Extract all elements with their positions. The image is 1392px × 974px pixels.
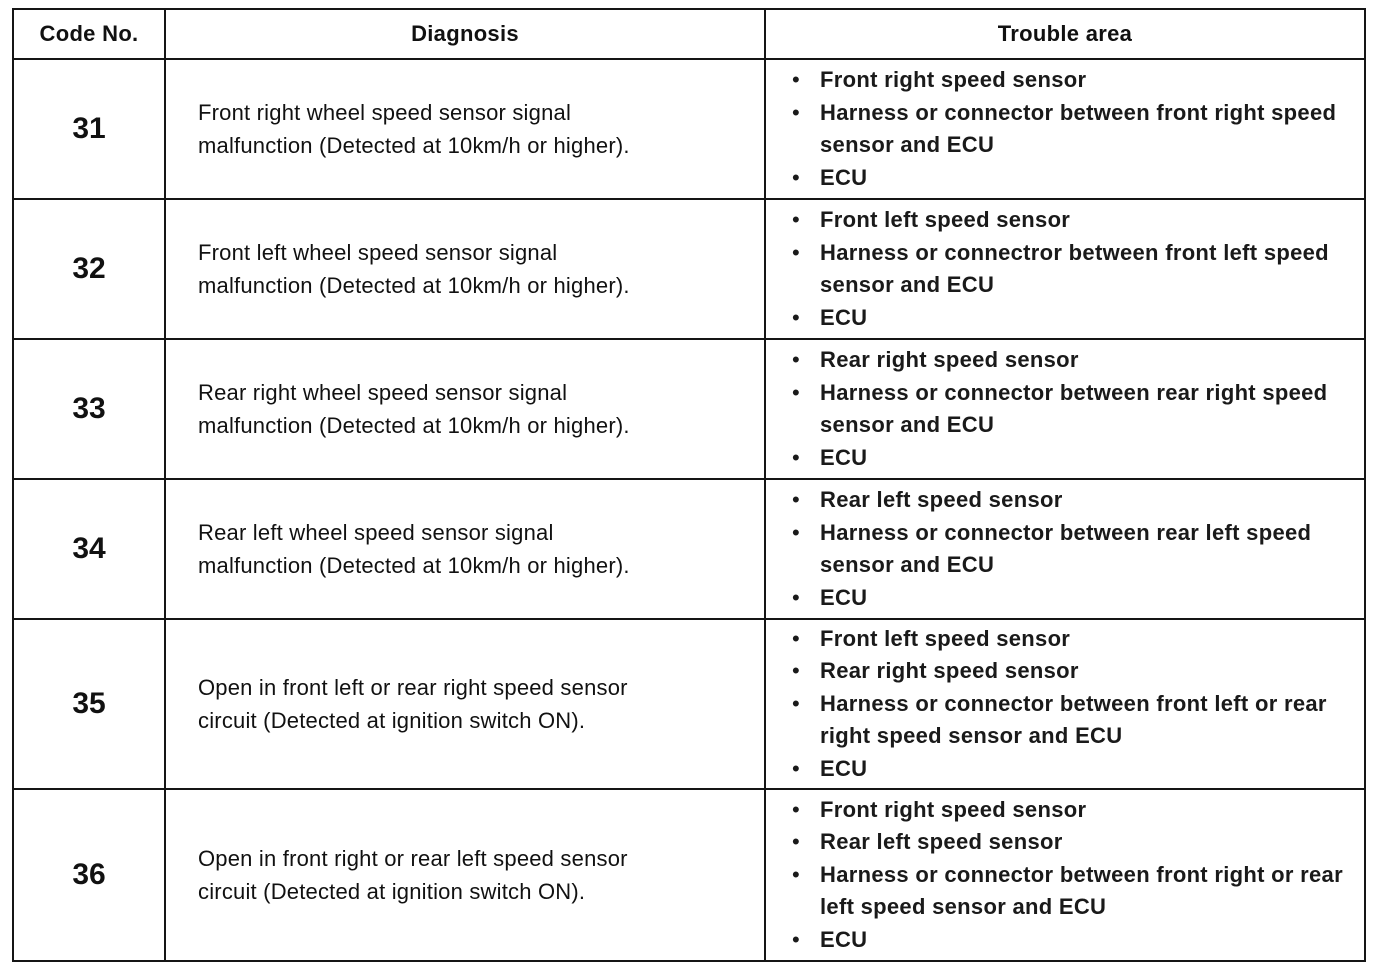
bullet-icon: • xyxy=(792,304,801,330)
diagnosis-text: Front left wheel speed sensor signal xyxy=(198,240,558,265)
table-row xyxy=(13,339,1365,479)
trouble-area-item: • Harness or connector between front left or rear right speed sensor and ECU xyxy=(790,688,1354,753)
code-number: 32 xyxy=(13,199,165,339)
code-number: 35 xyxy=(13,619,165,789)
trouble-area-list xyxy=(790,794,1354,957)
trouble-area-list xyxy=(790,204,1354,334)
table-row xyxy=(13,479,1365,619)
trouble-area-item: • Front left speed sensor xyxy=(790,204,1354,237)
bullet-icon: • xyxy=(792,861,801,887)
diagnosis-text: Front right wheel speed sensor signal xyxy=(198,100,572,125)
bullet-icon: • xyxy=(792,164,801,190)
diagnosis-text: Rear left wheel speed sensor signal xyxy=(198,520,554,545)
trouble-area-item: • Harness or connectror between front left speed sensor and ECU xyxy=(790,237,1354,302)
diagnosis-text: circuit (Detected at ignition switch ON). xyxy=(198,708,586,733)
code-number: 33 xyxy=(13,339,165,479)
bullet-icon: • xyxy=(792,926,801,952)
trouble-area-item: • ECU xyxy=(790,582,1354,615)
bullet-icon: • xyxy=(792,99,801,125)
trouble-area-item: • ECU xyxy=(790,302,1354,335)
trouble-area-item: • Harness or connector between front right or rear left speed sensor and ECU xyxy=(790,859,1354,924)
bullet-icon: • xyxy=(792,829,801,855)
diagnosis-cell xyxy=(165,59,765,199)
bullet-icon: • xyxy=(792,239,801,265)
bullet-icon: • xyxy=(792,487,801,512)
trouble-area-cell xyxy=(765,199,1365,339)
trouble-area-item: • ECU xyxy=(790,442,1354,475)
trouble-area-list xyxy=(790,484,1354,614)
diagnosis-cell xyxy=(165,479,765,619)
table-row xyxy=(13,619,1365,789)
diagnosis-text: circuit (Detected at ignition switch ON). xyxy=(198,879,586,904)
trouble-area-item: • Rear left speed sensor xyxy=(790,826,1354,859)
bullet-icon: • xyxy=(792,519,801,545)
trouble-area-item: • ECU xyxy=(790,162,1354,195)
bullet-icon: • xyxy=(792,658,801,684)
diagnosis-text: Open in front left or rear right speed sensor xyxy=(198,675,628,700)
trouble-area-item: • Harness or connector between rear right speed sensor and ECU xyxy=(790,377,1354,442)
diagnosis-text: Open in front right or rear left speed sensor xyxy=(198,846,628,871)
bullet-icon: • xyxy=(792,67,801,92)
trouble-area-item: • Harness or connector between rear left speed sensor and ECU xyxy=(790,517,1354,582)
diagnosis-text: malfunction (Detected at 10km/h or higher). xyxy=(198,273,630,298)
bullet-icon: • xyxy=(792,755,801,781)
trouble-area-cell xyxy=(765,479,1365,619)
trouble-area-cell xyxy=(765,619,1365,789)
diagnosis-cell xyxy=(165,339,765,479)
bullet-icon: • xyxy=(792,347,801,372)
bullet-icon: • xyxy=(792,207,801,232)
trouble-area-cell xyxy=(765,339,1365,479)
code-number: 36 xyxy=(13,789,165,961)
trouble-area-item: • Rear right speed sensor xyxy=(790,344,1354,377)
table-row xyxy=(13,59,1365,199)
code-number: 31 xyxy=(13,59,165,199)
trouble-area-list xyxy=(790,623,1354,786)
diagnosis-cell xyxy=(165,789,765,961)
trouble-area-item: • Rear right speed sensor xyxy=(790,655,1354,688)
diagnostic-code-table xyxy=(12,8,1366,962)
bullet-icon: • xyxy=(792,796,801,822)
trouble-area-item: • ECU xyxy=(790,924,1354,957)
trouble-area-list xyxy=(790,64,1354,194)
code-number: 34 xyxy=(13,479,165,619)
header-trouble-area: Trouble area xyxy=(765,9,1365,59)
diagnosis-cell xyxy=(165,199,765,339)
bullet-icon: • xyxy=(792,444,801,470)
header-diagnosis: Diagnosis xyxy=(165,9,765,59)
diagnosis-text: Rear right wheel speed sensor signal xyxy=(198,380,568,405)
trouble-area-item: • ECU xyxy=(790,753,1354,786)
trouble-area-item: • Front left speed sensor xyxy=(790,623,1354,656)
diagnosis-text: malfunction (Detected at 10km/h or higher). xyxy=(198,133,630,158)
bullet-icon: • xyxy=(792,690,801,716)
header-code-no: Code No. xyxy=(13,9,165,59)
trouble-area-cell xyxy=(765,59,1365,199)
diagnosis-text: malfunction (Detected at 10km/h or higher). xyxy=(198,413,630,438)
table-row xyxy=(13,789,1365,961)
table-row xyxy=(13,199,1365,339)
diagnosis-cell xyxy=(165,619,765,789)
bullet-icon: • xyxy=(792,584,801,610)
trouble-area-cell xyxy=(765,789,1365,961)
trouble-area-item: • Harness or connector between front right speed sensor and ECU xyxy=(790,97,1354,162)
trouble-area-item: • Rear left speed sensor xyxy=(790,484,1354,517)
trouble-area-item: • Front right speed sensor xyxy=(790,794,1354,827)
bullet-icon: • xyxy=(792,625,801,651)
trouble-area-item: • Front right speed sensor xyxy=(790,64,1354,97)
diagnosis-text: malfunction (Detected at 10km/h or higher). xyxy=(198,553,630,578)
bullet-icon: • xyxy=(792,379,801,405)
table-header-row xyxy=(13,9,1365,59)
trouble-area-list xyxy=(790,344,1354,474)
